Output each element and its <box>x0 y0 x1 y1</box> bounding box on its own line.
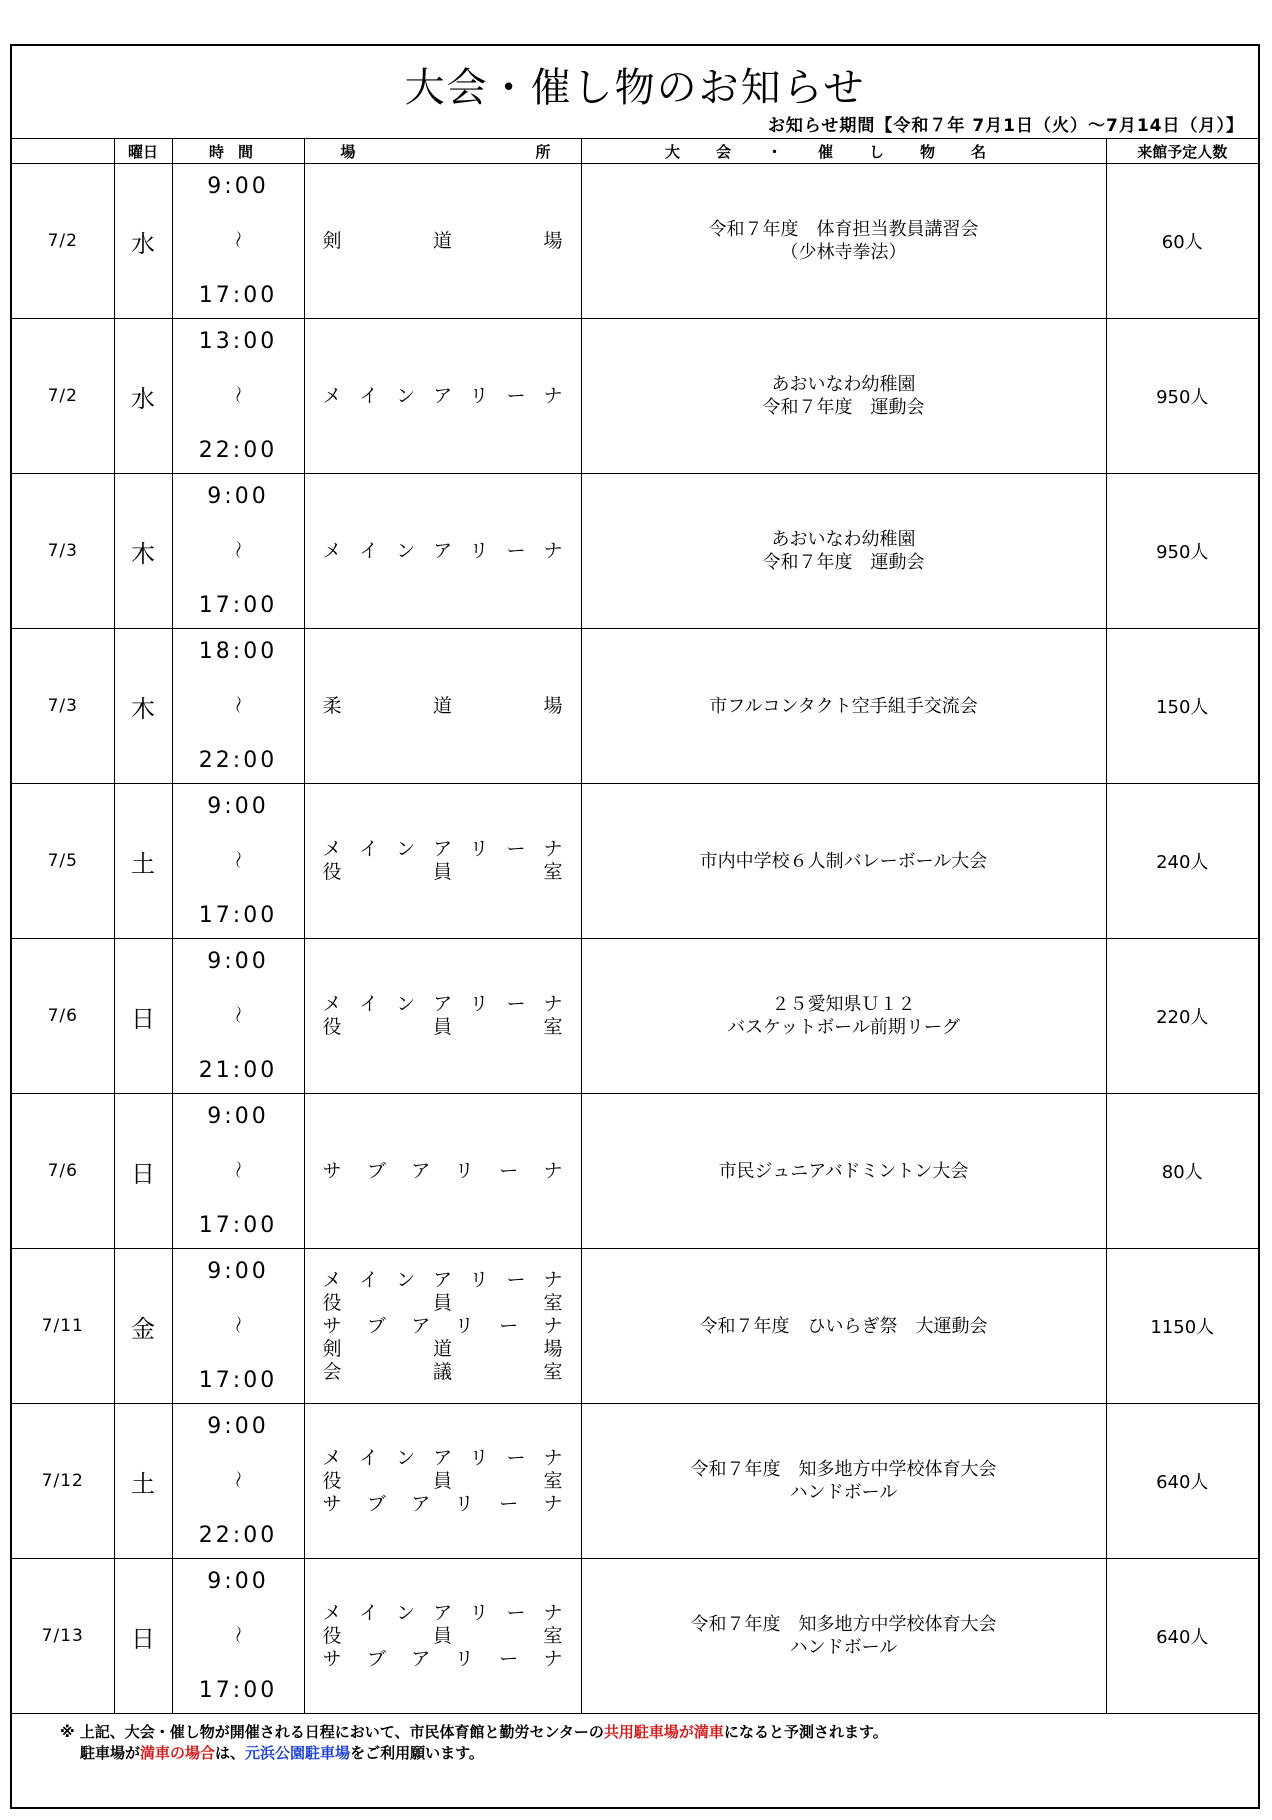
time-end: 17:00 <box>198 1213 278 1238</box>
place-line: 剣 道 場 <box>322 1337 563 1360</box>
cell-date: 7/3 <box>12 474 114 629</box>
time-separator: ～ <box>226 1160 247 1182</box>
cell-place <box>304 1249 581 1404</box>
time-end: 17:00 <box>198 1678 278 1703</box>
time-range <box>173 484 304 618</box>
table-row <box>12 164 1258 319</box>
cell-attendance: 220人 <box>1106 939 1258 1094</box>
cell-time <box>172 474 304 629</box>
header-time: 時間 <box>172 139 304 164</box>
time-separator: ～ <box>226 540 247 562</box>
event-line: あおいなわ幼稚園 <box>771 529 916 550</box>
place-line: サブアリーナ <box>322 1492 563 1515</box>
cell-time <box>172 629 304 784</box>
cell-event <box>581 1249 1106 1404</box>
time-end: 17:00 <box>198 283 278 308</box>
cell-attendance: 60人 <box>1106 164 1258 319</box>
note-text: 駐車場が <box>80 1744 141 1762</box>
cell-time <box>172 164 304 319</box>
header-weekday: 曜日 <box>114 139 172 164</box>
note-line-1 <box>60 1722 888 1743</box>
time-separator: ～ <box>226 230 247 252</box>
cell-place <box>304 164 581 319</box>
table-row <box>12 1404 1258 1559</box>
event-line: 令和７年度 運動会 <box>762 552 925 573</box>
cell-attendance: 80人 <box>1106 1094 1258 1249</box>
header-place-left: 場 <box>340 142 356 161</box>
table-row <box>12 319 1258 474</box>
table-row <box>12 1249 1258 1404</box>
time-range <box>173 794 304 928</box>
event-line: ２５愛知県Ｕ１２ <box>771 994 916 1015</box>
note-text: は、 <box>215 1744 246 1762</box>
time-start: 13:00 <box>198 329 278 354</box>
cell-date: 7/12 <box>12 1404 114 1559</box>
event-line: 令和７年度 知多地方中学校体育大会 <box>690 1459 997 1480</box>
cell-date: 7/3 <box>12 629 114 784</box>
event-line: バスケットボール前期リーグ <box>727 1017 960 1038</box>
parking-note <box>60 1722 888 1764</box>
time-range <box>173 639 304 773</box>
cell-place <box>304 784 581 939</box>
table-row <box>12 474 1258 629</box>
cell-attendance: 1150人 <box>1106 1249 1258 1404</box>
cell-attendance: 150人 <box>1106 629 1258 784</box>
time-start: 9:00 <box>207 1569 269 1594</box>
cell-date: 7/5 <box>12 784 114 939</box>
cell-attendance: 950人 <box>1106 319 1258 474</box>
event-line: （少林寺拳法） <box>780 242 907 263</box>
time-end: 22:00 <box>198 748 278 773</box>
cell-weekday: 水 <box>114 319 172 474</box>
notice-frame <box>10 44 1260 1809</box>
time-start: 9:00 <box>207 1259 269 1284</box>
place-line: 役 員 室 <box>322 1624 563 1647</box>
cell-attendance: 950人 <box>1106 474 1258 629</box>
event-line: 市内中学校６人制バレーボール大会 <box>699 850 988 872</box>
header-event-label: 大会・催し物名 <box>664 142 1022 161</box>
cell-event <box>581 939 1106 1094</box>
time-range <box>173 1414 304 1548</box>
table-row <box>12 1559 1258 1714</box>
cell-place <box>304 629 581 784</box>
table-header-row <box>12 139 1258 164</box>
place-line: 役 員 室 <box>322 861 563 883</box>
time-start: 9:00 <box>207 1104 269 1129</box>
cell-event <box>581 784 1106 939</box>
time-separator: ～ <box>226 850 247 872</box>
event-line: 令和７年度 運動会 <box>762 397 925 418</box>
note-line-2 <box>60 1743 888 1764</box>
cell-time <box>172 939 304 1094</box>
cell-place <box>304 1094 581 1249</box>
event-line: 市民ジュニアバドミントン大会 <box>718 1160 969 1182</box>
cell-time <box>172 319 304 474</box>
event-line: 市フルコンタクト空手組手交流会 <box>709 695 978 717</box>
table-row <box>12 629 1258 784</box>
time-start: 18:00 <box>198 639 278 664</box>
table-row <box>12 939 1258 1094</box>
header-place <box>304 139 581 164</box>
cell-event <box>581 1404 1106 1559</box>
place-line: 柔 道 場 <box>322 694 563 717</box>
time-end: 17:00 <box>198 903 278 928</box>
cell-place <box>304 474 581 629</box>
time-start: 9:00 <box>207 484 269 509</box>
cell-time <box>172 1094 304 1249</box>
time-separator: ～ <box>226 1625 247 1647</box>
place-line: 役 員 室 <box>322 1291 563 1314</box>
header-event <box>581 139 1106 164</box>
cell-event <box>581 629 1106 784</box>
time-end: 22:00 <box>198 438 278 463</box>
time-range <box>173 1104 304 1238</box>
event-line: 令和７年度 知多地方中学校体育大会 <box>690 1614 997 1635</box>
place-line: メインアリーナ <box>322 1268 563 1291</box>
cell-weekday: 木 <box>114 629 172 784</box>
cell-weekday: 木 <box>114 474 172 629</box>
cell-weekday: 日 <box>114 1559 172 1714</box>
cell-event <box>581 164 1106 319</box>
time-end: 22:00 <box>198 1523 278 1548</box>
cell-date: 7/2 <box>12 319 114 474</box>
cell-event <box>581 1559 1106 1714</box>
time-range <box>173 949 304 1083</box>
time-end: 17:00 <box>198 1368 278 1393</box>
time-range <box>173 1259 304 1393</box>
note-blue-text: 元浜公園駐車場 <box>245 1744 351 1762</box>
cell-weekday: 土 <box>114 1404 172 1559</box>
place-line: 役 員 室 <box>322 1469 563 1492</box>
place-line: メインアリーナ <box>322 1446 563 1469</box>
cell-weekday: 水 <box>114 164 172 319</box>
header-date <box>12 139 114 164</box>
event-line: 令和７年度 ひいらぎ祭 大運動会 <box>699 1315 988 1337</box>
cell-place <box>304 1559 581 1714</box>
cell-attendance: 640人 <box>1106 1559 1258 1714</box>
time-end: 21:00 <box>198 1058 278 1083</box>
cell-time <box>172 784 304 939</box>
place-line: メインアリーナ <box>322 993 563 1015</box>
time-start: 9:00 <box>207 949 269 974</box>
table-row <box>12 1094 1258 1249</box>
time-end: 17:00 <box>198 593 278 618</box>
cell-time <box>172 1559 304 1714</box>
place-line: サブアリーナ <box>322 1647 563 1670</box>
place-line: 会 議 室 <box>322 1360 563 1383</box>
note-text: をご利用願います。 <box>350 1744 484 1762</box>
cell-place <box>304 1404 581 1559</box>
table-row <box>12 784 1258 939</box>
place-line: メインアリーナ <box>322 838 563 860</box>
place-line: メインアリーナ <box>322 539 563 562</box>
cell-date: 7/2 <box>12 164 114 319</box>
time-start: 9:00 <box>207 794 269 819</box>
place-line: サブアリーナ <box>322 1314 563 1337</box>
place-line: メインアリーナ <box>322 1601 563 1624</box>
time-start: 9:00 <box>207 174 269 199</box>
time-range <box>173 1569 304 1703</box>
cell-place <box>304 319 581 474</box>
time-range <box>173 174 304 308</box>
event-line: あおいなわ幼稚園 <box>771 374 916 395</box>
time-separator: ～ <box>226 695 247 717</box>
cell-weekday: 日 <box>114 1094 172 1249</box>
cell-weekday: 日 <box>114 939 172 1094</box>
time-range <box>173 329 304 463</box>
header-place-right: 所 <box>535 142 551 161</box>
place-line: 剣 道 場 <box>322 229 563 252</box>
time-separator: ～ <box>226 1470 247 1492</box>
note-red-text: 満車の場合 <box>140 1744 216 1762</box>
event-line: ハンドボール <box>789 1637 898 1658</box>
events-table <box>12 138 1258 1714</box>
cell-date: 7/6 <box>12 1094 114 1249</box>
time-separator: ～ <box>226 1315 247 1337</box>
cell-date: 7/11 <box>12 1249 114 1404</box>
cell-attendance: 640人 <box>1106 1404 1258 1559</box>
cell-place <box>304 939 581 1094</box>
cell-time <box>172 1249 304 1404</box>
place-line: メインアリーナ <box>322 384 563 407</box>
time-separator: ～ <box>226 1005 247 1027</box>
cell-date: 7/13 <box>12 1559 114 1714</box>
cell-weekday: 土 <box>114 784 172 939</box>
place-line: 役 員 室 <box>322 1016 563 1038</box>
time-start: 9:00 <box>207 1414 269 1439</box>
event-line: 令和７年度 体育担当教員講習会 <box>708 219 979 240</box>
note-text: ※ 上記、大会・催し物が開催される日程において、市民体育館と勤労センターの <box>60 1723 604 1741</box>
page-title: 大会・催し物のお知らせ <box>404 65 866 111</box>
cell-event <box>581 474 1106 629</box>
cell-event <box>581 319 1106 474</box>
cell-weekday: 金 <box>114 1249 172 1404</box>
time-separator: ～ <box>226 385 247 407</box>
notice-period: お知らせ期間【令和７年 7月1日（火）～7月14日（月）】 <box>767 116 1244 136</box>
cell-event <box>581 1094 1106 1249</box>
place-line: サブアリーナ <box>322 1159 563 1182</box>
cell-attendance: 240人 <box>1106 784 1258 939</box>
note-text: になると予測されます。 <box>723 1723 888 1741</box>
cell-date: 7/6 <box>12 939 114 1094</box>
header-attendance: 来館予定人数 <box>1106 139 1258 164</box>
events-table-body <box>12 164 1258 1714</box>
event-line: ハンドボール <box>789 1482 898 1503</box>
cell-time <box>172 1404 304 1559</box>
note-red-text: 共用駐車場が満車 <box>603 1723 724 1741</box>
